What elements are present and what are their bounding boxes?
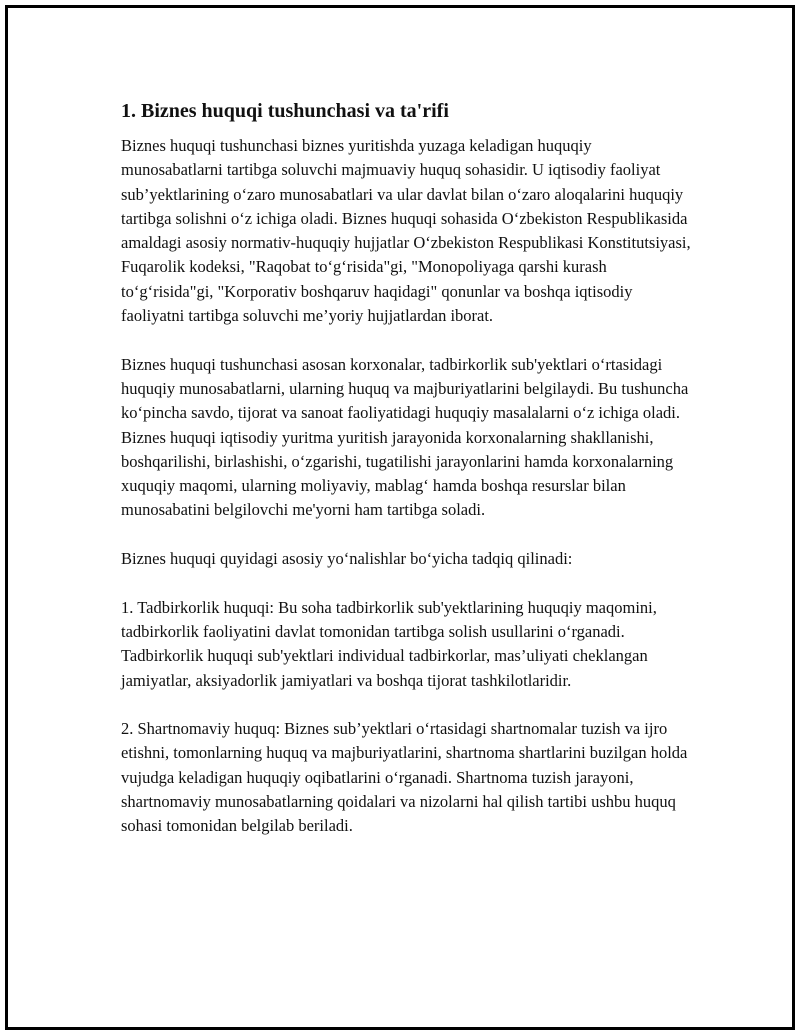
paragraph-directions-intro: Biznes huquqi quyidagi asosiy yo‘nalishlar bo‘yicha tadqiq qilinadi: [121,549,573,569]
paragraph-entrepreneurship-law: 1. Tadbirkorlik huquqi: Bu soha tadbirkorlik sub'yektlarining huquqiy maqomini, tadbirkorlik faoliyatini davlat tomonidan tartibga solish usullarini o‘rganadi. Tadbirkorlik huquqi sub'yektlari individual tadbirkorlar, mas’uliyati cheklangan jamiyatlar, aksiyadorlik jamiyatlari va boshqa tijorat tashkilotlaridir. [121,597,657,690]
section-heading: 1. Biznes huquqi tushunchasi va ta'rifi [121,100,449,122]
paragraph-scope: Biznes huquqi tushunchasi asosan korxonalar, tadbirkorlik sub'yektlari o‘rtasidagi huquqiy munosabatlarni, ularning huquq va majburiyatlarini belgilaydi. Bu tushuncha ko‘pincha savdo, tijorat va sanoat faoliyatidagi huquqiy masalalarni o‘z ichiga oladi. Biznes huquqi iqtisodiy yuritma yuritish jarayonida korxonalarning shakllanishi, boshqarilishi, birlashishi, o‘zgarishi, tugatilishi jarayonlarini hamda korxonalarning xuquqiy maqomi, ularning moliyaviy, mablag‘ hamda boshqa resurslar bilan munosabatini belgilovchi me'yorni ham tartibga soladi. [121,354,689,520]
page-border [5,5,795,1030]
paragraph-contract-law: 2. Shartnomaviy huquq: Biznes sub’yektlari o‘rtasidagi shartnomalar tuzish va ijro etishni, tomonlarning huquq va majburiyatlarini, shartnoma shartlarini buzilgan holda vujudga keladigan huquqiy oqibatlarini o‘rganadi. Shartnoma tuzish jarayoni, shartnomaviy munosabatlarning qoidalari va nizolarni hal qilish tartibi ushbu huquq sohasi tomonidan belgilab beriladi. [121,719,688,836]
paragraph-definition: Biznes huquqi tushunchasi biznes yuritishda yuzaga keladigan huquqiy munosabatlarni tartibga soluvchi majmuaviy huquq sohasidir. U iqtisodiy faoliyat sub’yektlarining o‘zaro munosabatlari va ular davlat bilan o‘zaro aloqalarini huquqiy tartibga solishni o‘z ichiga oladi. Biznes huquqi sohasida O‘zbekiston Respublikasida amaldagi asosiy normativ-huquqiy hujjatlar O‘zbekiston Respublikasi Konstitutsiyasi, Fuqarolik kodeksi, "Raqobat to‘g‘risida"gi, "Monopoliyaga qarshi kurash to‘g‘risida"gi, "Korporativ boshqaruv haqidagi" qonunlar va boshqa iqtisodiy faoliyatni tartibga soluvchi me’yoriy hujjatlardan iborat. [121,136,691,326]
document-body [121,98,696,863]
